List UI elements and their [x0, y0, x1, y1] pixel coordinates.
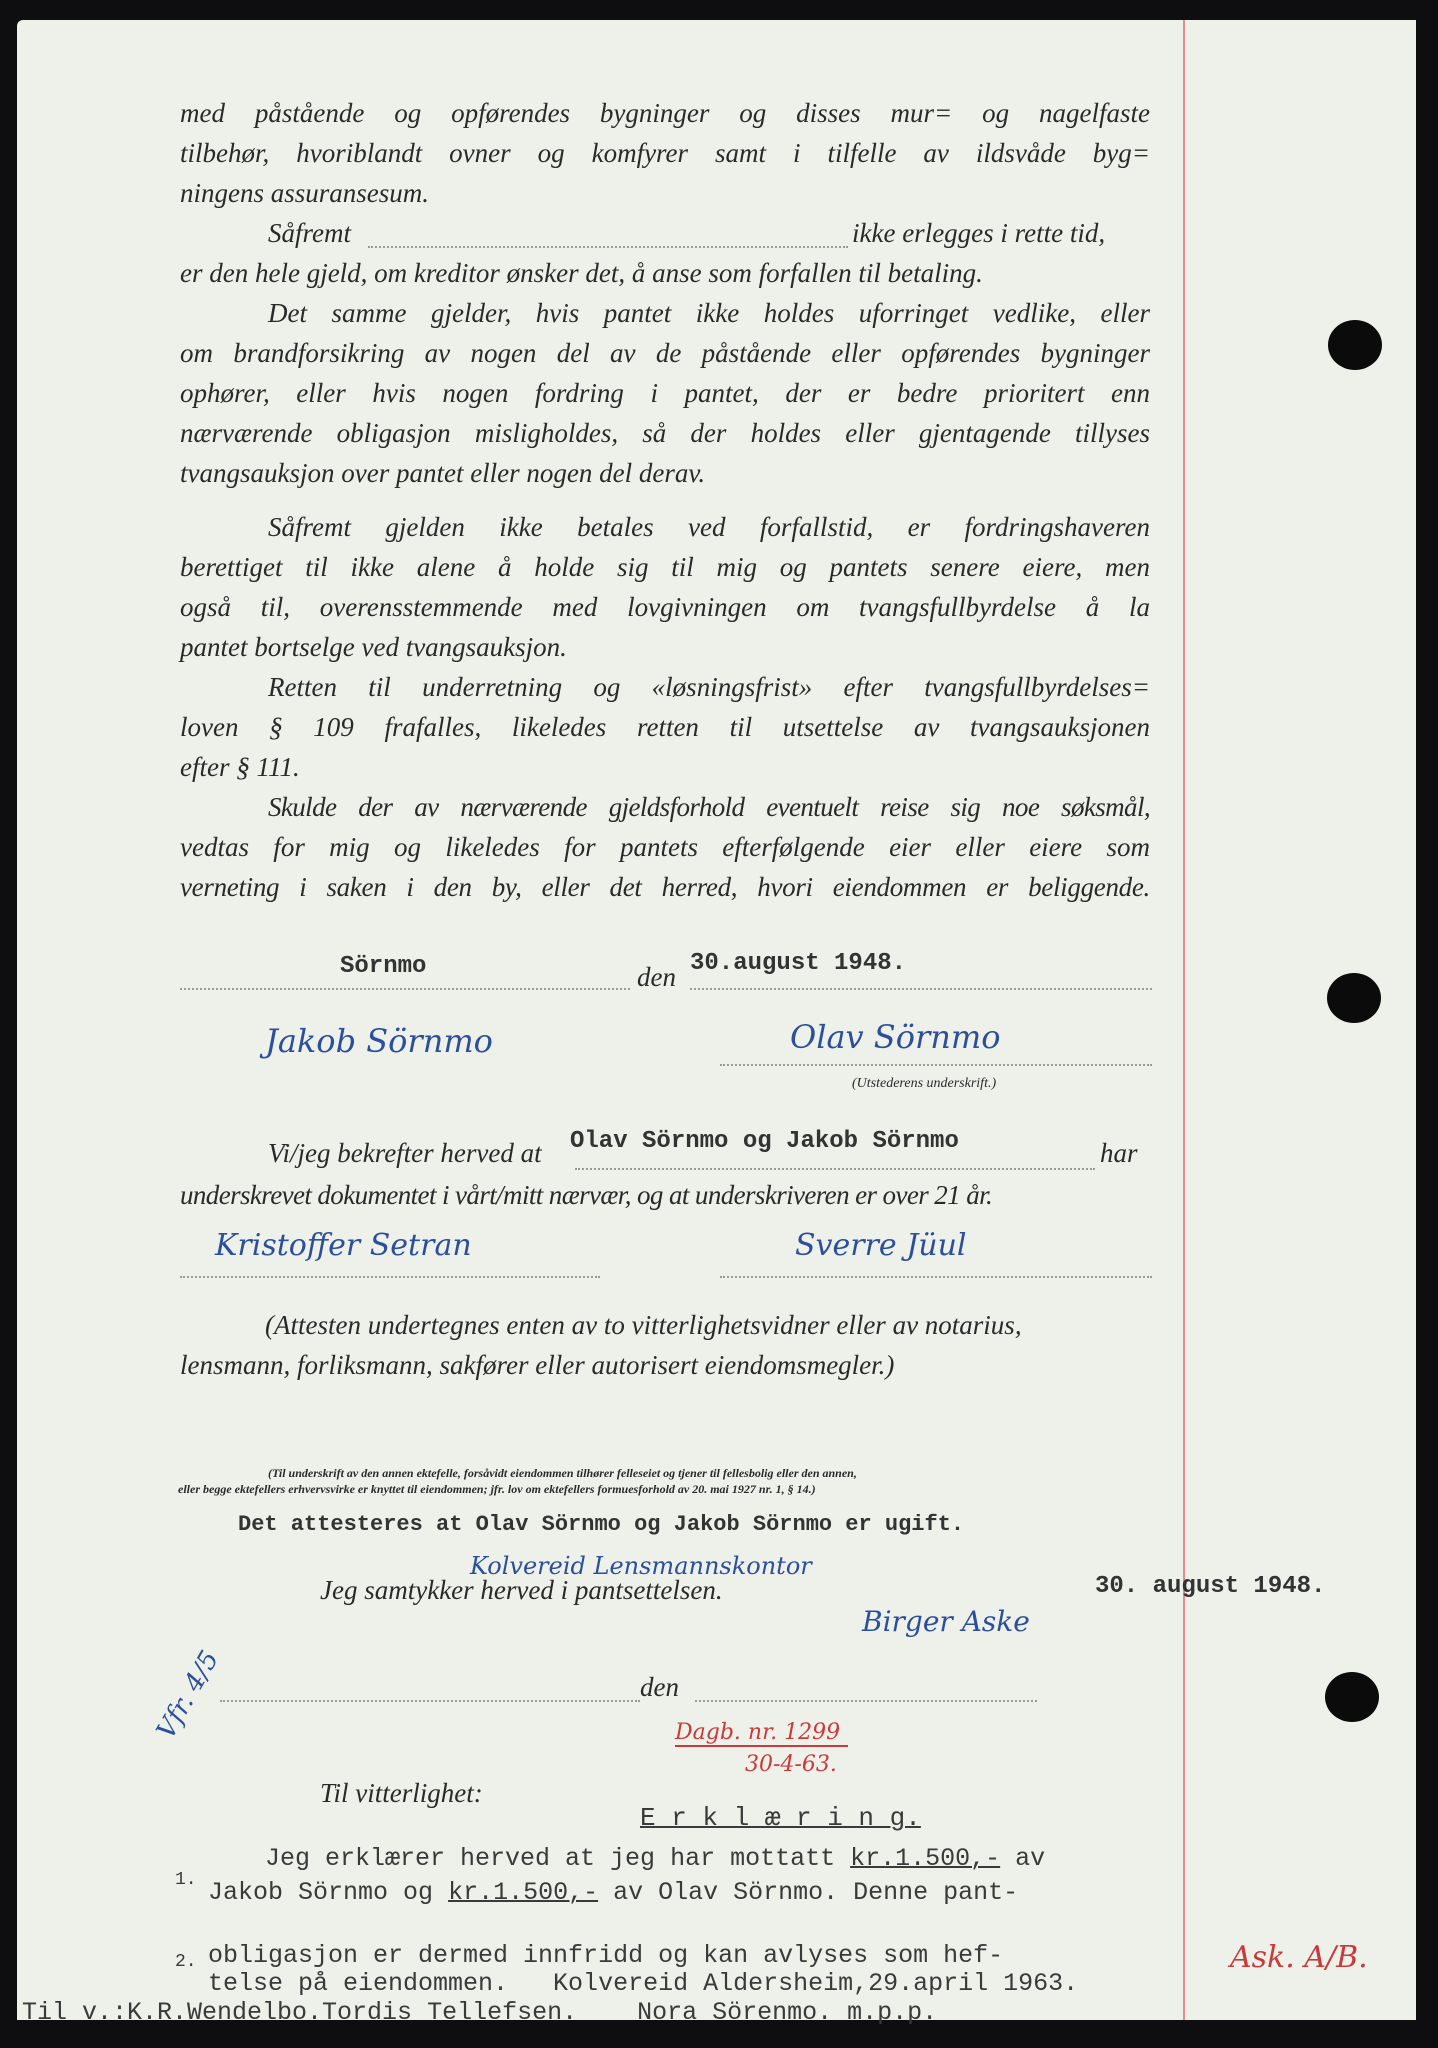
text-line: med påstående og opførendes bygninger og disses mur= og nagelfaste: [180, 98, 1150, 128]
spouse-note: (Til underskrift av den annen ektefelle, forsåvidt eiendommen tilhører felleseiet og tjener til fellesbolig eller den annen,: [268, 1466, 857, 1480]
witness-line-1: [180, 1276, 600, 1278]
text-line: loven § 109 frafalles, likeledes retten til utsettelse av tvangsauksjonen: [180, 712, 1150, 742]
spouse-note: eller begge ektefellers erhvervsvirke er knyttet til eiendommen; jfr. lov om ektefellers formuesforhold av 20. mai 1927 nr. 1, § 14.): [178, 1482, 816, 1496]
margin-note: Vfr. 4/5: [151, 1645, 226, 1745]
consent-signature: Birger Aske: [862, 1605, 1030, 1638]
office-handwritten: Kolvereid Lensmannskontor: [470, 1552, 812, 1580]
confirmed-names: Olav Sörnmo og Jakob Sörnmo: [570, 1128, 959, 1155]
text-line: har: [1100, 1138, 1138, 1168]
witness-signature-2: Sverre Jüul: [795, 1228, 967, 1263]
names-line: [575, 1168, 1095, 1170]
signature-jakob: Jakob Sörnmo: [265, 1022, 493, 1060]
date-line-2: [695, 1700, 1037, 1702]
journal-date: 30-4-63.: [745, 1752, 837, 1777]
text-line: tvangsauksjon over pantet eller nogen del derav.: [180, 458, 706, 488]
text-line: ophører, eller hvis nogen fordring i pantet, der er bedre prioritert enn: [180, 378, 1150, 408]
text-line: efter § 111.: [180, 752, 300, 782]
den-label-2: den: [640, 1672, 679, 1702]
declaration-title: E r k l æ r i n g.: [640, 1803, 921, 1833]
punch-hole-2: [1327, 973, 1381, 1023]
consent-text: Jeg samtykker herved i pantsettelsen.: [320, 1575, 723, 1605]
text: Jeg erklærer herved at jeg har mottatt: [265, 1844, 836, 1873]
signature-line: [720, 1064, 1152, 1066]
text-line: ikke erlegges i rette tid,: [852, 218, 1106, 248]
text-line: underskrevet dokumentet i vårt/mitt nærvær, og at underskriveren er over 21 år.: [180, 1180, 993, 1210]
text-line: Såfremt: [268, 218, 351, 248]
text-line: også til, overensstemmende med lovgivningen om tvangsfullbyrdelse å la: [180, 592, 1150, 622]
den-label: den: [637, 962, 676, 992]
text-line: berettiget til ikke alene å holde sig til mig og pantets senere eiere, men: [180, 552, 1150, 582]
text-line: Vi/jeg bekrefter herved at: [268, 1138, 542, 1168]
declaration-line: [265, 1844, 1045, 1873]
signature-caption: (Utstederens underskrift.): [852, 1076, 997, 1091]
punch-hole-3: [1325, 1672, 1379, 1722]
list-number-1: 1.: [175, 1870, 197, 1890]
text-line: pantet bortselge ved tvangsauksjon.: [180, 632, 567, 662]
text-line: Skulde der av nærværende gjeldsforhold eventuelt reise sig noe søksmål,: [268, 792, 1150, 822]
text: av: [1015, 1844, 1046, 1873]
til-vitterlighet: Til vitterlighet:: [320, 1778, 483, 1808]
place-field: Sörnmo: [340, 953, 427, 980]
text-line: verneting i saken i den by, eller det herred, hvori eiendommen er beliggende.: [180, 872, 1150, 902]
text-line: tilbehør, hvoriblandt ovner og komfyrer samt i tilfelle av ildsvåde byg=: [180, 138, 1150, 168]
journal-number: Dagb. nr. 1299: [675, 1720, 848, 1747]
date-field: 30.august 1948.: [690, 950, 907, 977]
declaration-line: [208, 1878, 1018, 1907]
text-line: Såfremt gjelden ikke betales ved forfallstid, er fordringshaveren: [268, 512, 1150, 542]
signature-olav: Olav Sörnmo: [790, 1018, 1001, 1056]
punch-hole-1: [1328, 320, 1382, 370]
text-line: nærværende obligasjon misligholdes, så der holdes eller gjentagende tillyses: [180, 418, 1150, 448]
red-initials: Ask. A/B.: [1230, 1940, 1368, 1975]
witness-line-2: [720, 1276, 1152, 1278]
text-line: (Attesten undertegnes enten av to vitterlighetsvidner eller av notarius,: [265, 1310, 1022, 1340]
blank-field: [368, 246, 848, 248]
date-line: [690, 988, 1152, 990]
text-line: om brandforsikring av nogen del av de påstående eller opførendes bygninger: [180, 338, 1150, 368]
declaration-line: Til v.:K.R.Wendelbo.Tordis Tellefsen. Nora Sörenmo. m.p.p.: [22, 1998, 938, 2027]
amount-1: kr.1.500,-: [850, 1844, 1001, 1873]
text-line: vedtas for mig og likeledes for pantets efterfølgende eier eller eiere som: [180, 832, 1150, 862]
declaration-line: telse på eiendommen. Kolvereid Aldersheim,29.april 1963.: [208, 1969, 1079, 1998]
attested-unmarried: Det attesteres at Olav Sörnmo og Jakob Sörnmo er ugift.: [238, 1512, 965, 1537]
consent-date: 30. august 1948.: [1095, 1573, 1326, 1600]
text-line: lensmann, forliksmann, sakfører eller autorisert eiendomsmegler.): [180, 1350, 895, 1380]
text-line: Det samme gjelder, hvis pantet ikke holdes uforringet vedlike, eller: [268, 298, 1150, 328]
witness-signature-1: Kristoffer Setran: [215, 1228, 472, 1263]
text: Jakob Sörnmo og: [208, 1878, 434, 1907]
amount-2: kr.1.500,-: [448, 1878, 599, 1907]
place-line-2: [220, 1700, 640, 1702]
text-line: er den hele gjeld, om kreditor ønsker det, å anse som forfallen til betaling.: [180, 258, 983, 288]
red-margin-line: [1183, 20, 1185, 2020]
declaration-line: obligasjon er dermed innfridd og kan avlyses som hef-: [208, 1941, 1004, 1970]
text-line: ningens assuransesum.: [180, 178, 430, 208]
place-line: [180, 988, 630, 990]
text: av Olav Sörnmo. Denne pant-: [613, 1878, 1019, 1907]
text-line: Retten til underretning og «løsningsfrist» efter tvangsfullbyrdelses=: [268, 672, 1150, 702]
list-number-2: 2.: [175, 1952, 197, 1972]
